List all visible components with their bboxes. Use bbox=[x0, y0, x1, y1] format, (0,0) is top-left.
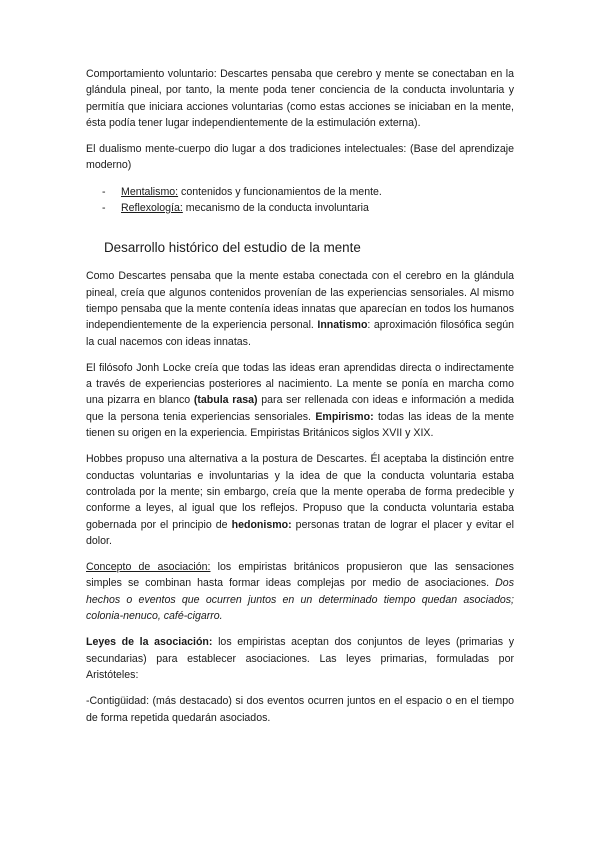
paragraph-innatism bbox=[86, 268, 514, 349]
bold-term: Innatismo bbox=[317, 319, 368, 332]
paragraph-text: El filósofo Jonh Locke creía que todas las ideas eran aprendidas directa o indirectamente a través de experiencias posteriores al nacimiento. La mente se ponía en marcha como una pizarra en blanco bbox=[86, 361, 514, 407]
paragraph-text: Comportamiento voluntario: Descartes pensaba que cerebro y mente se conectaban en la glándula pineal, por tanto, la mente poda tener conciencia de la conducta involuntaria y permitía que iniciara acciones voluntarias (como estas acciones se iniciaban en la mente, ésta podía tener lugar independientemente de la estimulación externa). bbox=[86, 68, 514, 129]
bold-term: hedonismo: bbox=[231, 518, 292, 531]
list-dash: - bbox=[102, 202, 106, 215]
bold-term: Empirismo: bbox=[315, 410, 374, 423]
bold-term: (tabula rasa) bbox=[193, 394, 258, 407]
list-item bbox=[86, 184, 514, 200]
list-item bbox=[86, 200, 514, 216]
paragraph-contiguity bbox=[86, 693, 514, 726]
list-item-term: Mentalismo: bbox=[121, 185, 179, 198]
list-item-text: mecanismo de la conducta involuntaria bbox=[182, 202, 369, 215]
italic-example: Dos hechos o eventos que ocurren juntos en un determinado tiempo quedan asociados; colonia-nenuco, café-cigarro. bbox=[86, 577, 514, 623]
paragraph-association-concept bbox=[86, 559, 514, 624]
paragraph-hobbes bbox=[86, 451, 514, 549]
paragraph-text: -Contigüidad: (más destacado) si dos eventos ocurren juntos en el espacio o en el tiempo de forma repetida quedarán asociados. bbox=[86, 695, 514, 724]
paragraph-association-laws bbox=[86, 634, 514, 683]
list-item-text: contenidos y funcionamientos de la mente. bbox=[178, 185, 382, 198]
bold-term: Leyes de la asociación: bbox=[86, 636, 213, 649]
document-page bbox=[86, 66, 514, 736]
paragraph-text: Como Descartes pensaba que la mente estaba conectada con el cerebro en la glándula pineal, creía que algunos contenidos provenían de las experiencias sensoriales. Al mismo tiempo pensaba que la mente contenía ideas innatas que aparecían en todos los humanos independientemente de la experiencia personal. bbox=[86, 270, 514, 332]
paragraph-text: para ser rellenada con ideas e información a medida que la persona tenia experiencias sensoriales. bbox=[86, 394, 514, 423]
underlined-term: Concepto de asociación: bbox=[86, 561, 211, 574]
paragraph-text: Hobbes propuso una alternativa a la postura de Descartes. Él aceptaba la distinción entre conductas voluntarias e involuntarias y la idea de que la conducta voluntaria estaba controlada por la mente; sin embargo, creía que la mente operaba de forma predecible y conforme a leyes, al igual que los reflejos. Propuso que la conducta voluntaria estaba gobernada por el principio de bbox=[86, 453, 514, 531]
paragraph-dualism bbox=[86, 141, 514, 174]
paragraph-voluntary-behavior bbox=[86, 66, 514, 131]
traditions-list bbox=[86, 184, 514, 217]
paragraph-empiricism bbox=[86, 360, 514, 441]
section-heading: Desarrollo histórico del estudio de la mente bbox=[104, 240, 361, 256]
paragraph-text: El dualismo mente-cuerpo dio lugar a dos tradiciones intelectuales: (Base del aprendizaje moderno) bbox=[86, 143, 514, 172]
paragraph-text: personas tratan de lograr el placer y evitar el dolor. bbox=[86, 518, 514, 547]
paragraph-text: todas las ideas de la mente tienen su origen en la experiencia. Empiristas Británicos siglos XVII y XIX. bbox=[86, 410, 515, 440]
paragraph-text: los empiristas británicos propusieron que las sensaciones simples se combinan hasta formar ideas complejas por medio de asociaciones. bbox=[86, 561, 514, 590]
list-dash: - bbox=[102, 185, 106, 198]
list-item-term: Reflexología: bbox=[121, 202, 183, 215]
paragraph-text: los empiristas aceptan dos conjuntos de leyes (primarias y secundarias) para establecer asociaciones. Las leyes primarias, formuladas por Aristóteles: bbox=[86, 636, 514, 681]
paragraph-text: : aproximación filosófica según la cual nacemos con ideas innatas. bbox=[86, 319, 514, 348]
